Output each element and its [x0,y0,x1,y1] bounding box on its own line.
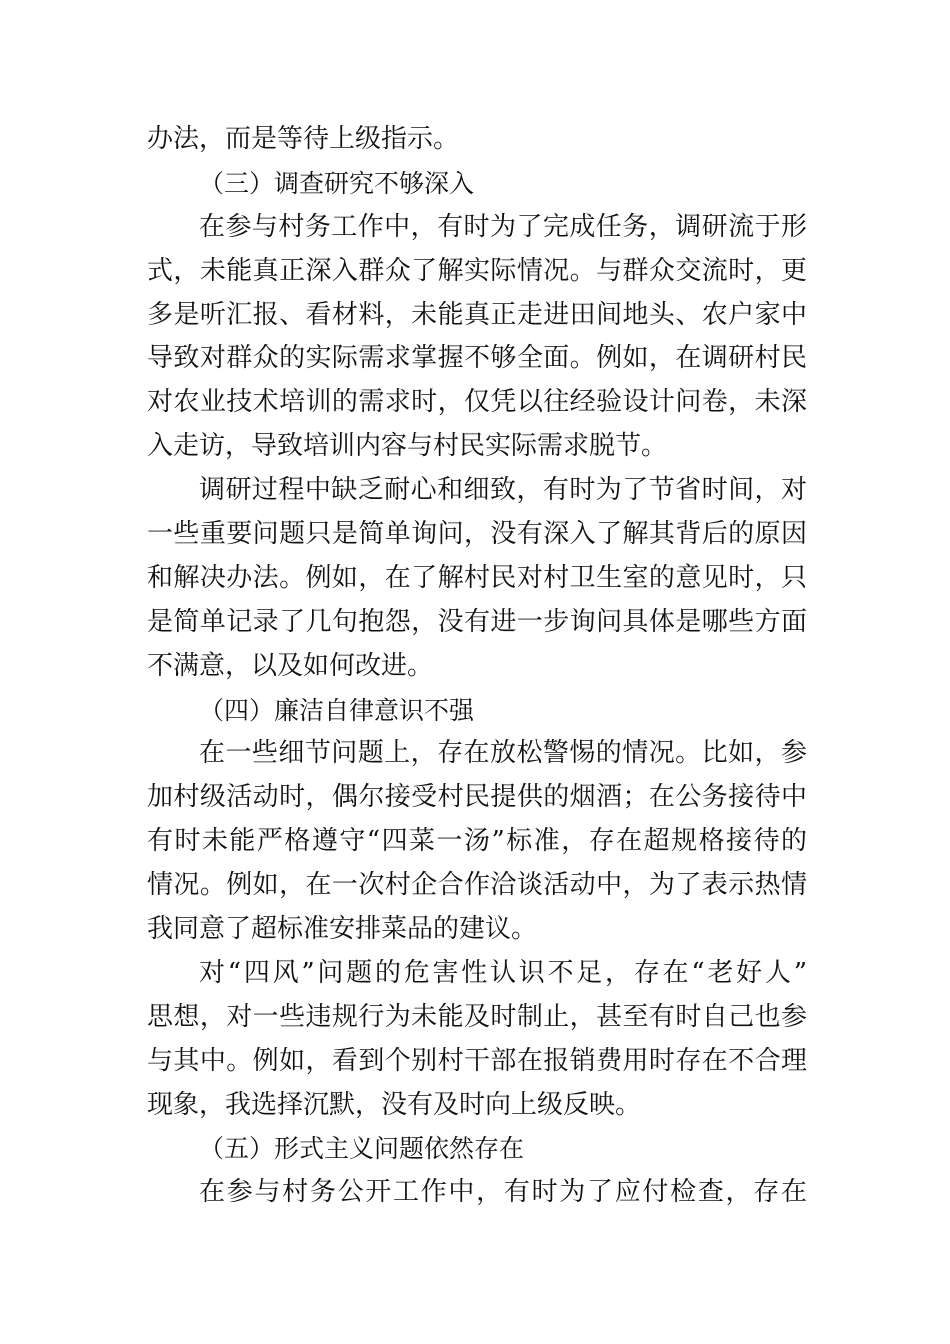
paragraph-line: 现象，我选择沉默，没有及时向上级反映。 [147,1089,642,1120]
paragraph-line: 对农业技术培训的需求时，仅凭以往经验设计问卷，未深 [147,387,807,418]
section-heading: （三）调查研究不够深入 [199,168,475,198]
paragraph-first-line: 在参与村务公开工作中，有时为了应付检查，存在 [199,1177,807,1208]
paragraph-line: 加村级活动时，偶尔接受村民提供的烟酒；在公务接待中 [147,782,807,813]
section-heading: （五）形式主义问题依然存在 [199,1134,525,1164]
paragraph-first-line: 调研过程中缺乏耐心和细致，有时为了节省时间，对 [199,475,807,506]
paragraph-line: 不满意，以及如何改进。 [147,650,434,681]
paragraph-line: 与其中。例如，看到个别村干部在报销费用时存在不合理 [147,1045,807,1076]
section-heading: （四）廉洁自律意识不强 [199,695,475,725]
paragraph-line: 和解决办法。例如，在了解村民对村卫生室的意见时，只 [147,562,807,593]
paragraph-first-line: 在一些细节问题上，存在放松警惕的情况。比如，参 [199,738,807,769]
document-body [147,118,807,1215]
paragraph-line: 办法，而是等待上级指示。 [147,124,460,154]
paragraph-line: 思想，对一些违规行为未能及时制止，甚至有时自己也参 [147,1001,807,1032]
paragraph-line: 情况。例如，在一次村企合作洽谈活动中，为了表示热情 [147,870,807,901]
paragraph-line: 式，未能真正深入群众了解实际情况。与群众交流时，更 [147,255,807,286]
paragraph-line: 有时未能严格遵守“四菜一汤”标准，存在超规格接待的 [147,826,807,857]
paragraph-line: 多是听汇报、看材料，未能真正走进田间地头、农户家中 [147,299,807,330]
paragraph-first-line: 在参与村务工作中，有时为了完成任务，调研流于形 [199,211,807,242]
paragraph-line: 导致对群众的实际需求掌握不够全面。例如，在调研村民 [147,343,807,374]
paragraph-line: 是简单记录了几句抱怨，没有进一步询问具体是哪些方面 [147,606,807,637]
paragraph-line: 一些重要问题只是简单询问，没有深入了解其背后的原因 [147,519,807,550]
paragraph-line: 我同意了超标准安排菜品的建议。 [147,914,538,945]
paragraph-first-line: 对“四风”问题的危害性认识不足，存在“老好人” [199,957,807,988]
paragraph-line: 入走访，导致培训内容与村民实际需求脱节。 [147,431,668,462]
